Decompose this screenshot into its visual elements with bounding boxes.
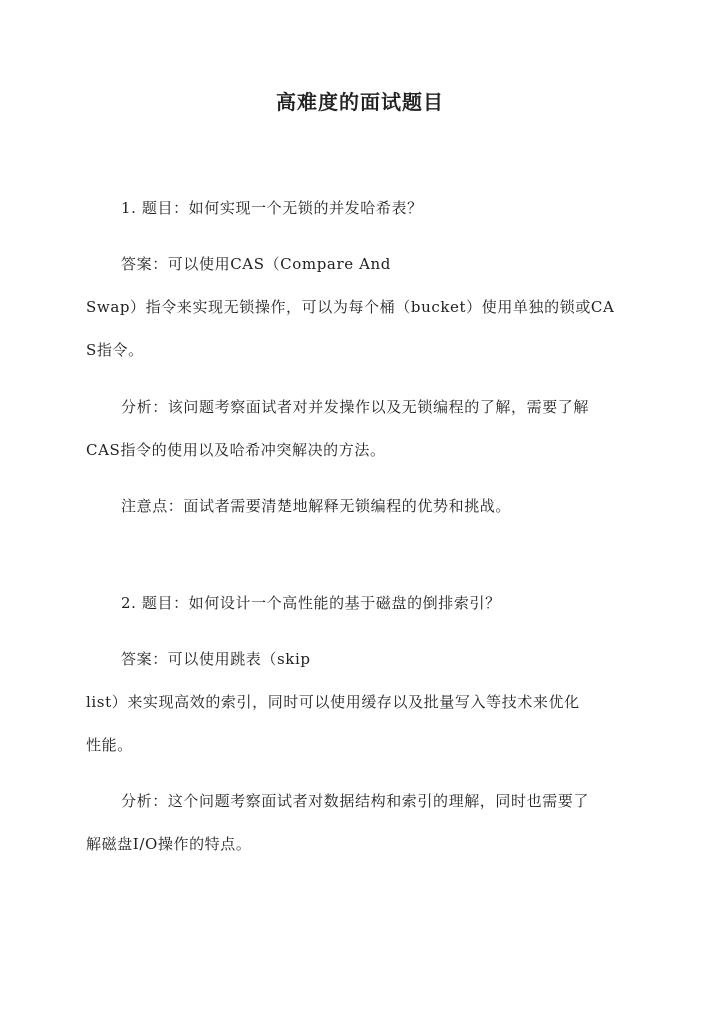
question-1-answer-line-2: Swap）指令来实现无锁操作，可以为每个桶（bucket）使用单独的锁或CA [86, 298, 615, 316]
question-1-analysis-line-2: CAS指令的使用以及哈希冲突解决的方法。 [86, 441, 386, 459]
question-2-answer-line-2: list）来实现高效的索引，同时可以使用缓存以及批量写入等技术来优化 [86, 693, 580, 711]
document-title: 高难度的面试题目 [276, 90, 444, 114]
question-1-note: 注意点：面试者需要清楚地解释无锁编程的优势和挑战。 [121, 497, 512, 515]
question-2-analysis-line-1: 分析：这个问题考察面试者对数据结构和索引的理解，同时也需要了 [121, 792, 590, 810]
question-2-title: 2. 题目：如何设计一个高性能的基于磁盘的倒排索引？ [121, 594, 501, 612]
question-2-analysis-line-2: 解磁盘I/O操作的特点。 [86, 835, 252, 853]
question-1-answer-line-3: S指令。 [86, 341, 144, 359]
question-1-answer-line-1: 答案：可以使用CAS（Compare And [121, 255, 391, 273]
question-1-analysis-line-1: 分析：该问题考察面试者对并发操作以及无锁编程的了解，需要了解 [121, 398, 590, 416]
question-2-answer-line-3: 性能。 [86, 736, 133, 754]
question-2-answer-line-1: 答案：可以使用跳表（skip [121, 650, 311, 668]
question-1-title: 1. 题目：如何实现一个无锁的并发哈希表？ [121, 199, 423, 217]
